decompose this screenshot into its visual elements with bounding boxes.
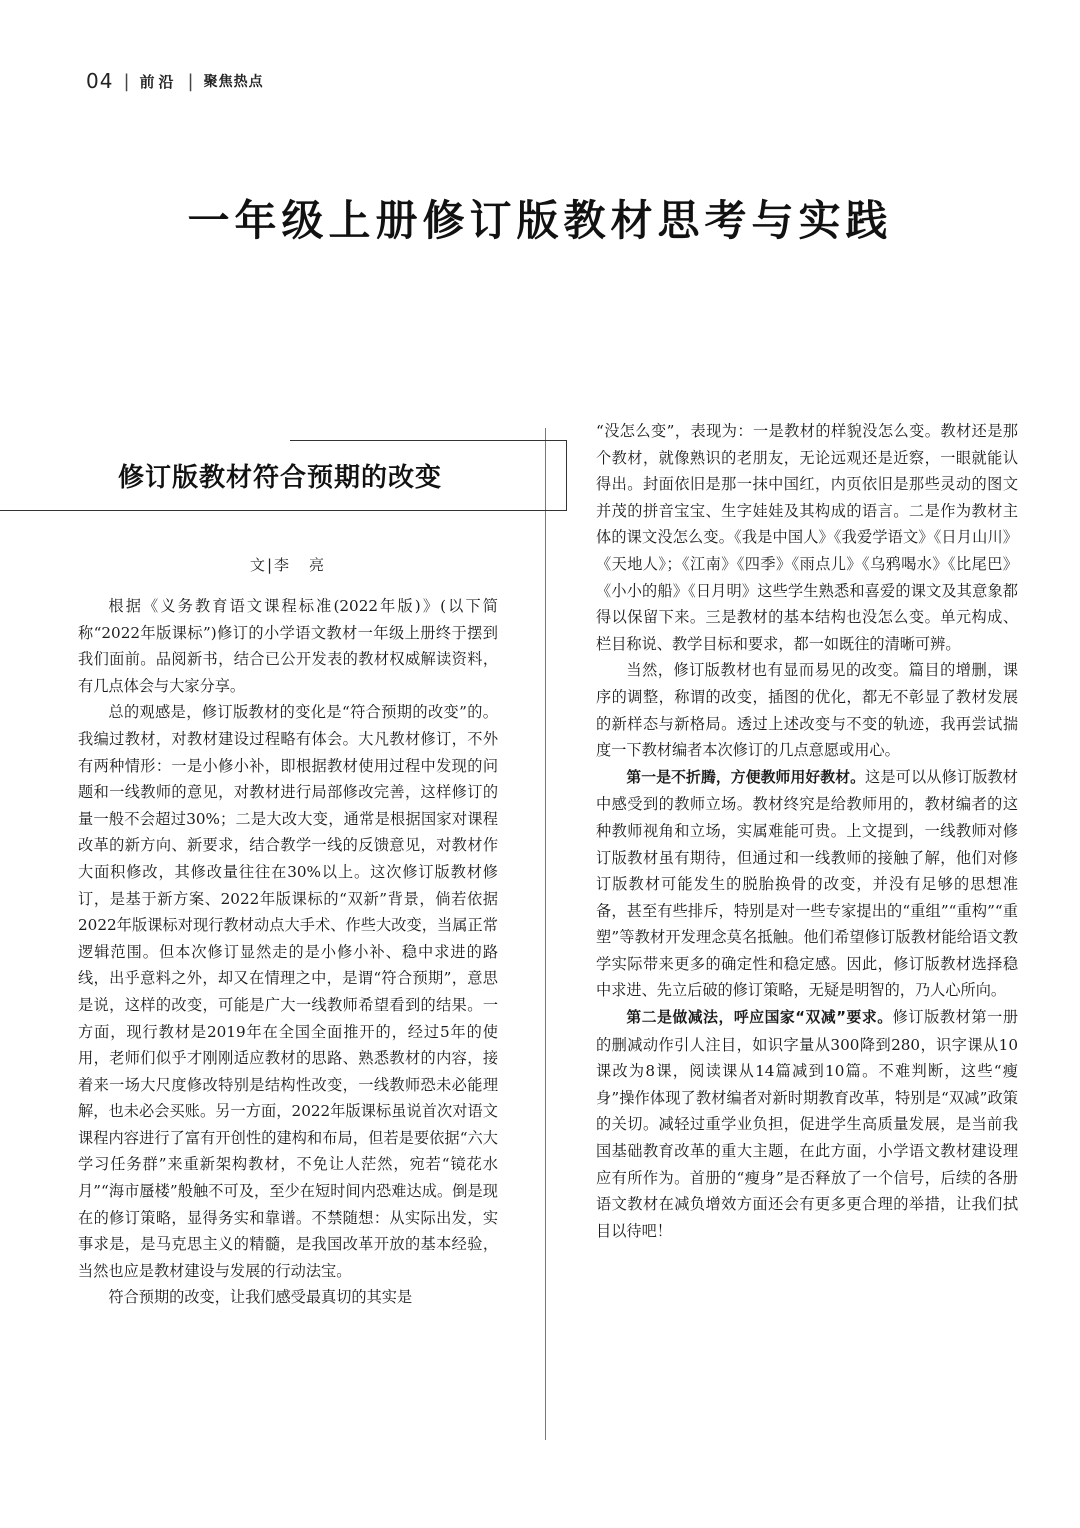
byline-name: 亮 [309,556,327,574]
right-body [596,418,1018,1244]
point-text: 修订版教材第一册的删减动作引人注目，如识字量从300降到280，识字课从10课改为8课，阅读课从14篇减到10篇。不难判断，这些“瘦身”操作体现了教材编者对新时期教育改革，特别是“双减”政策的关切。减轻过重学业负担，促进学生高质量发展，是当前我国基础教育改革的重大主题，在此方面，小学语文教材建设理应有所作为。首册的“瘦身”是否释放了一个信号，后续的各册语文教材在减负增效方面还会有更多更合理的举措，让我们拭目以待吧！ [596,1008,1019,1240]
frame-line-bottom [0,510,567,511]
column-divider [545,428,546,1440]
frame-line-right [566,440,567,510]
left-column [78,440,498,1311]
byline-prefix: 文|李 [249,556,292,574]
paragraph: 总的观感是，修订版教材的变化是“符合预期的改变”的。我编过教材，对教材建设过程略有体会。大凡教材修订，不外有两种情形：一是小修小补，即根据教材使用过程中发现的问题和一线教师的意见，对教材进行局部修改完善，这样修订的量一般不会超过30%；二是大改大变，通常是根据国家对课程改革的新方向、新要求，结合教学一线的反馈意见，对教材作大面积修改，其修改量往往在30%以上。这次修订版教材修订，是基于新方案、2022年版课标的“双新”背景，倘若依据2022年版课标对现行教材动点大手术、作些大改变，当属正常逻辑范围。但本次修订显然走的是小修小补、稳中求进的路线，出乎意料之外，却又在情理之中，是谓“符合预期”，意思是说，这样的改变，可能是广大一线教师希望看到的结果。一方面，现行教材是2019年在全国全面推开的，经过5年的使用，老师们似乎才刚刚适应教材的思路、熟悉教材的内容，接着来一场大尺度修改特别是结构性改变，一线教师恐未必能理解，也未必会买账。另一方面，2022年版课标虽说首次对语文课程内容进行了富有开创性的建构和布局，但若是要依据“六大学习任务群”来重新架构教材，不免让人茫然，宛若“镜花水月”“海市蜃楼”般触不可及，至少在短时间内恐难达成。倒是现在的修订策略，显得务实和靠谱。不禁随想：从实际出发，实事求是，是马克思主义的精髓，是我国改革开放的基本经验，当然也应是教材建设与发展的行动法宝。 [78,703,498,1280]
paragraph [596,1004,1018,1244]
header-separator: | [187,70,194,92]
subtitle-frame [78,440,498,510]
paragraph: 当然，修订版教材也有显而易见的改变。篇目的增删，课序的调整，称谓的改变，插图的优化，都无不彰显了教材发展的新样态与新格局。透过上述改变与不变的轨迹，我再尝试揣度一下教材编者本次修订的几点意愿或用心。 [596,661,1018,760]
column-name: 聚焦热点 [203,74,264,90]
section-name: 前沿 [139,72,178,91]
paragraph-continued: “没怎么变”，表现为：一是教材的样貌没怎么变。教材还是那个教材，就像熟识的老朋友，无论远观还是近察，一眼就能认得出。封面依旧是那一抹中国红，内页依旧是那些灵动的图文并茂的拼音宝宝、生字娃娃及其构成的语言。二是作为教材主体的课文没怎么变。《我是中国人》《我爱学语文》《日月山川》《天地人》；《江南》《四季》《雨点儿》《乌鸦喝水》《比尾巴》《小小的船》《日月明》这些学生熟悉和喜爱的课文及其意象都得以保留下来。三是教材的基本结构也没怎么变。单元构成、栏目称说、教学目标和要求，都一如既往的清晰可辨。 [596,422,1018,653]
paragraph: 根据《义务教育语文课程标准(2022年版)》(以下简称“2022年版课标”)修订的小学语文教材一年级上册终于摆到我们面前。品阅新书，结合已公开发表的教材权威解读资料，有几点体会与大家分享。 [78,597,498,695]
point-heading: 第二是做减法，呼应国家“双减”要求。 [626,1009,893,1027]
page-header [86,64,264,98]
paragraph [596,764,1018,1004]
header-separator: | [123,70,130,92]
frame-line-top [290,440,567,441]
left-body [78,593,498,1311]
point-heading: 第一是不折腾，方便教师用好教材。 [626,768,866,786]
byline [78,554,498,575]
page-number: 04 [86,69,114,93]
article-subtitle: 修订版教材符合预期的改变 [118,463,443,493]
point-text: 这是可以从修订版教材中感受到的教师立场。教材终究是给教师用的，教材编者的这种教师视角和立场，实属难能可贵。上文提到，一线教师对修订版教材虽有期待，但通过和一线教师的接触了解，他们对修订版教材可能发生的脱胎换骨的改变，并没有足够的思想准备，甚至有些排斥，特别是对一些专家提出的“重组”“重构”“重塑”等教材开发理念莫名抵触。他们希望修订版教材能给语文教学实际带来更多的确定性和稳定感。因此，修订版教材选择稳中求进、先立后破的修订策略，无疑是明智的，乃人心所向。 [596,767,1018,1000]
paragraph: 符合预期的改变，让我们感受最真切的其实是 [108,1288,413,1307]
main-title: 一年级上册修订版教材思考与实践 [187,196,893,245]
right-column [596,418,1018,1244]
